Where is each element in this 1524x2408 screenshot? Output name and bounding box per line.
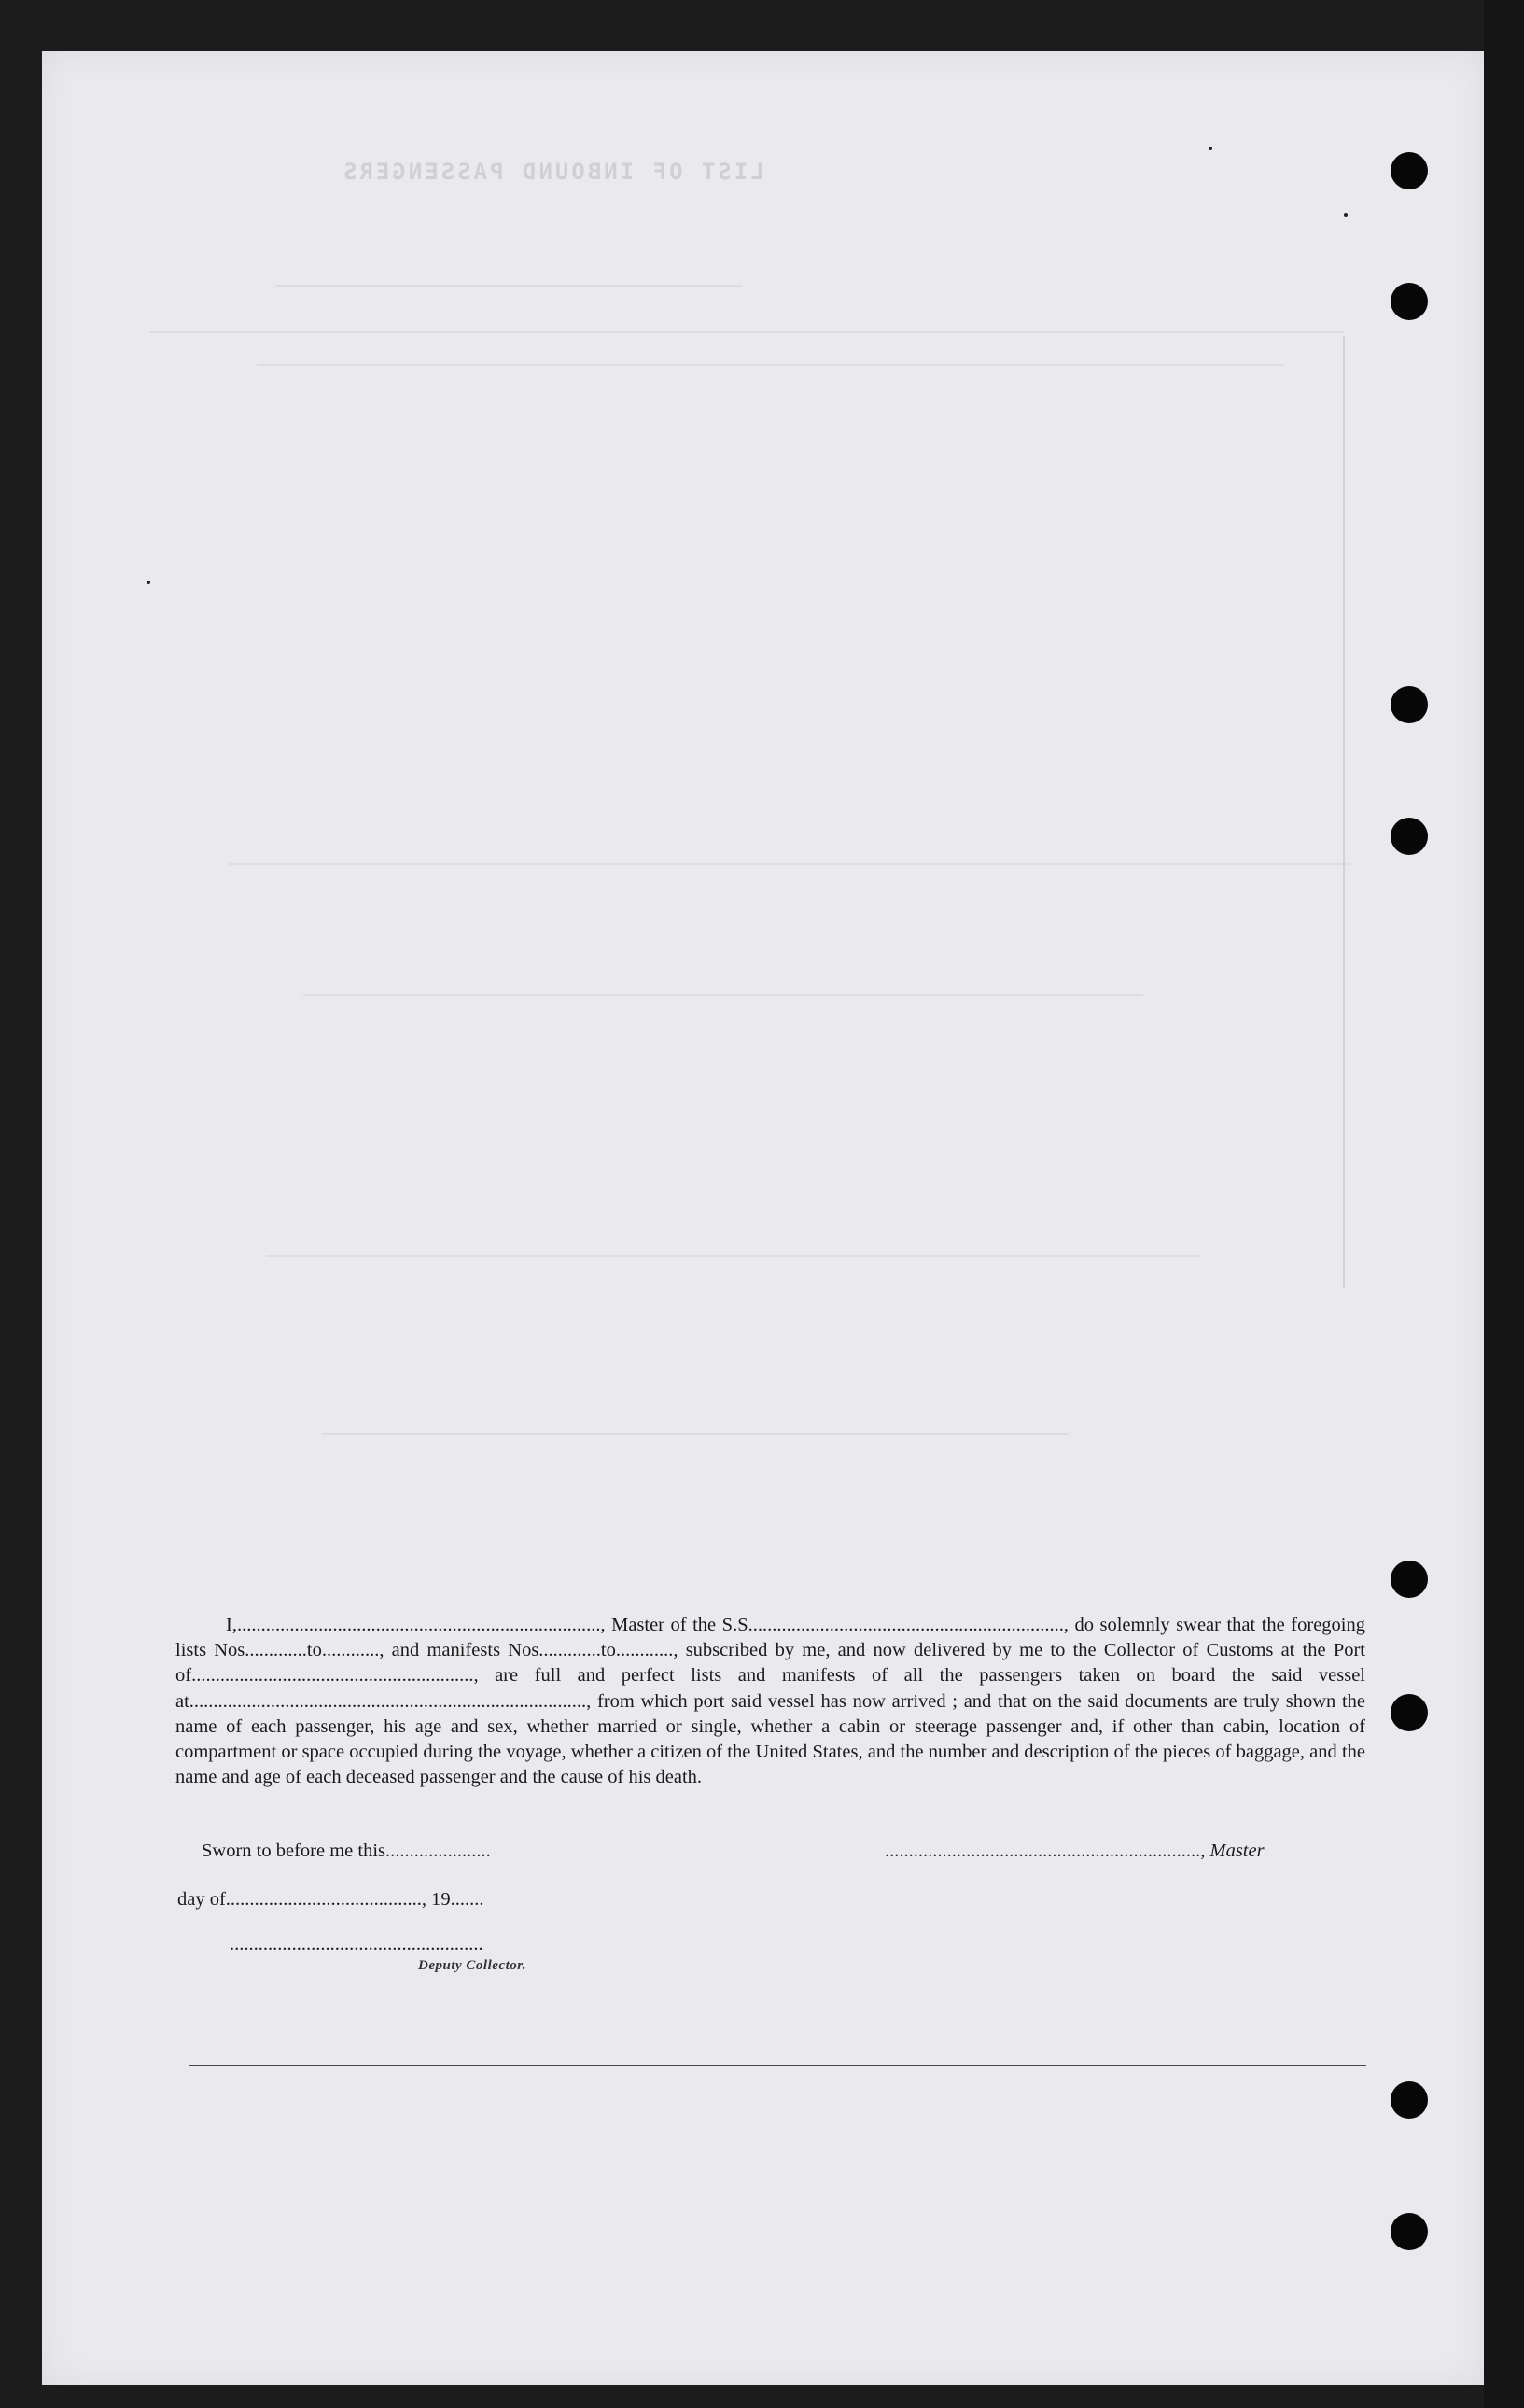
punch-hole	[1391, 283, 1428, 320]
scan-speck	[1344, 213, 1348, 217]
scan-border	[1484, 0, 1524, 2408]
punch-hole	[1391, 1694, 1428, 1731]
punch-hole	[1391, 1561, 1428, 1598]
day-of-line	[177, 1889, 484, 1911]
punch-hole	[1391, 686, 1428, 723]
bleed-through-line	[275, 285, 742, 287]
bottom-rule	[189, 2065, 1366, 2066]
oath-text-block	[175, 1613, 1365, 1790]
bleed-through-line	[229, 863, 1349, 865]
deputy-signature-line	[230, 1934, 483, 1955]
punch-hole	[1391, 818, 1428, 855]
punch-hole	[1391, 152, 1428, 189]
deputy-collector-label: Deputy Collector.	[418, 1958, 526, 1973]
master-dots: ..................................................................	[885, 1841, 1201, 1861]
bleed-through-line	[303, 994, 1143, 996]
sworn-line	[202, 1841, 491, 1862]
scan-speck	[1209, 147, 1212, 150]
paper-sheet	[42, 51, 1484, 2385]
day-of-label: day of........................................., 19.......	[177, 1889, 484, 1910]
master-label: , Master	[1200, 1841, 1265, 1861]
master-signature-line	[885, 1841, 1265, 1862]
deputy-dots: .....................................................	[230, 1934, 483, 1954]
sworn-label: Sworn to before me this......................	[202, 1841, 491, 1861]
bleed-through-header: LIST OF INBOUND PASSENGERS	[341, 159, 764, 185]
scan-speck	[147, 581, 150, 584]
oath-paragraph: I,............................................................................, Master of the S.S.................................................................., do solemnly swear that the foregoing lists Nos.............to............, and manifests Nos.............to............, subscribed by me, and now delivered by me to the Collector of Customs at the Port of..........................................................., are full and perfect lists and manifests of all the passengers taken on board the said vessel at..................................................................................., from which port said vessel has now arrived ; and that on the said documents are truly shown the name of each passenger, his age and sex, whether married or single, whether a cabin or steerage passenger and, if other than cabin, location of compartment or space occupied during the voyage, whether a citizen of the United States, and the number and description of the pieces of baggage, and the name and age of each deceased passenger and the cause of his death.	[175, 1615, 1365, 1788]
punch-hole	[1391, 2081, 1428, 2119]
punch-hole	[1391, 2213, 1428, 2250]
bleed-through-line	[322, 1433, 1069, 1435]
bleed-through-line	[257, 364, 1283, 366]
faint-frame-right	[1343, 336, 1345, 1288]
faint-frame-top	[149, 331, 1344, 333]
bleed-through-line	[266, 1255, 1199, 1257]
